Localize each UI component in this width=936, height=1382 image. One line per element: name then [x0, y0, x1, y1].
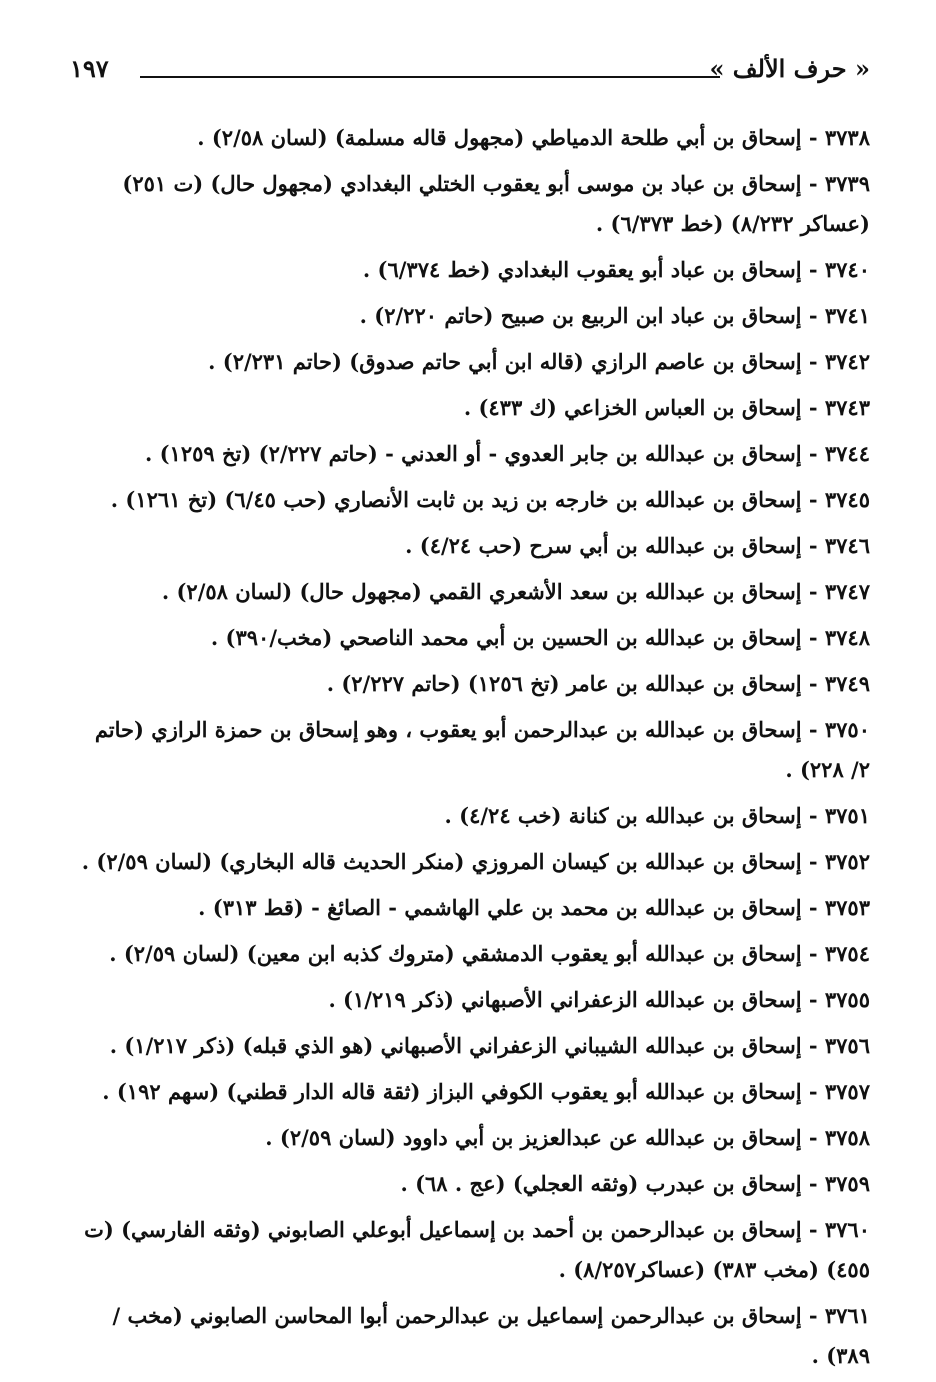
entry-dash: -: [801, 895, 825, 920]
entry-dash: -: [801, 1171, 825, 1196]
entry-item: [70, 842, 870, 882]
entry-dash: -: [801, 171, 825, 196]
entry-dash: -: [801, 125, 825, 150]
entry-item: [70, 710, 870, 790]
entry-text: إسحاق بن عبدالله الشيباني الزعفراني الأصبهاني (هو الذي قبله) (ذكر ١/٢١٧) .: [109, 1033, 802, 1058]
entry-text: إسحاق بن عباد ابن الربيع بن صبيح (حاتم ٢/٢٢٠) .: [359, 303, 802, 328]
entry-item: [70, 250, 870, 290]
entry-number: ٣٧٣٨: [824, 125, 870, 150]
entry-text: إسحاق بن عبدالله بن أبي سرح (حب ٤/٢٤) .: [405, 533, 802, 558]
entry-number: ٣٧٥٠: [824, 717, 870, 742]
entry-dash: -: [801, 1303, 825, 1328]
entry-item: [70, 796, 870, 836]
entry-item: [70, 296, 870, 336]
entry-number: ٣٧٤١: [824, 303, 870, 328]
entry-dash: -: [801, 625, 825, 650]
entry-item: [70, 664, 870, 704]
entry-number: ٣٧٤٦: [824, 533, 870, 558]
entry-dash: -: [801, 395, 825, 420]
entry-text: إسحاق بن عبدالله بن جابر العدوي - أو العدني - (حاتم ٢/٢٢٧) (تخ ١٢٥٩) .: [144, 441, 802, 466]
entry-item: [70, 118, 870, 158]
entry-number: ٣٧٤٢: [824, 349, 870, 374]
entry-number: ٣٧٤٤: [824, 441, 870, 466]
entry-text: إسحاق بن عبدالله أبو يعقوب الكوفي البزاز (ثقة قاله الدار قطني) (سهم ١٩٢) .: [102, 1079, 802, 1104]
entry-text: إسحاق بن عبدالرحمن إسماعيل بن عبدالرحمن أبوا المحاسن الصابوني (مخب /٣٨٩) .: [112, 1303, 870, 1368]
entry-dash: -: [801, 717, 825, 742]
entry-number: ٣٧٥٥: [824, 987, 870, 1012]
entry-text: إسحاق بن عباد بن موسى أبو يعقوب الختلي البغدادي (مجهول حال) (ت ٢٥١) (عساكر ٨/٢٣٢) (خط ٦/٣٧٣) .: [122, 171, 870, 236]
entry-text: إسحاق بن أبي طلحة الدمياطي (مجهول قاله مسلمة) (لسان ٢/٥٨) .: [197, 125, 802, 150]
entry-dash: -: [801, 533, 825, 558]
entry-dash: -: [801, 1079, 825, 1104]
entry-text: إسحاق بن عبدالله بن عبدالرحمن أبو يعقوب ، وهو إسحاق بن حمزة الرازي (حاتم ٢/ ٢٢٨) .: [94, 717, 870, 782]
entry-item: [70, 1072, 870, 1112]
entry-text: إسحاق بن عبدالله الزعفراني الأصبهاني (ذكر ١/٢١٩) .: [328, 987, 802, 1012]
entry-text: إسحاق بن عباد أبو يعقوب البغدادي (خط ٦/٣٧٤) .: [362, 257, 802, 282]
entry-number: ٣٧٤٥: [824, 487, 870, 512]
entry-item: [70, 1164, 870, 1204]
entry-dash: -: [801, 303, 825, 328]
entry-text: إسحاق بن عبدالرحمن بن أحمد بن إسماعيل أبوعلي الصابوني (وثقه الفارسي) (ت ٤٥٥) (مخب ٣٨٣) (عساكر٨/٢٥٧) .: [84, 1217, 870, 1282]
entry-number: ٣٧٤٧: [824, 579, 870, 604]
entry-number: ٣٧٥١: [824, 803, 870, 828]
entry-item: [70, 164, 870, 244]
entry-text: إسحاق بن عاصم الرازي (قاله ابن أبي حاتم صدوق) (حاتم ٢/٢٣١) .: [208, 349, 802, 374]
entry-number: ٣٧٥٤: [824, 941, 870, 966]
entry-dash: -: [801, 803, 825, 828]
entry-text: إسحاق بن عبدالله بن خارجه بن زيد بن ثابت الأنصاري (حب ٦/٤٥) (تخ ١٢٦١) .: [110, 487, 802, 512]
entry-item: [70, 572, 870, 612]
entry-number: ٣٧٦١: [824, 1303, 870, 1328]
entry-text: إسحاق بن عبدالله بن محمد بن علي الهاشمي - الصائغ - (قط ٣١٣) .: [198, 895, 802, 920]
entry-dash: -: [801, 1033, 825, 1058]
entry-dash: -: [801, 487, 825, 512]
entry-item: [70, 618, 870, 658]
entry-list: [70, 118, 870, 1382]
entry-dash: -: [801, 987, 825, 1012]
entry-number: ٣٧٥٨: [824, 1125, 870, 1150]
entry-number: ٣٧٣٩: [824, 171, 870, 196]
entry-item: [70, 980, 870, 1020]
entry-number: ٣٧٤٩: [824, 671, 870, 696]
entry-dash: -: [801, 441, 825, 466]
page-header: [70, 52, 870, 92]
entry-item: [70, 388, 870, 428]
entry-item: [70, 1026, 870, 1066]
entry-text: إسحاق بن عبدالله بن الحسين بن أبي محمد الناصحي (مخب/٣٩٠) .: [210, 625, 802, 650]
entry-item: [70, 480, 870, 520]
entry-text: إسحاق بن عبدالله بن سعد الأشعري القمي (مجهول حال) (لسان ٢/٥٨) .: [161, 579, 802, 604]
entry-item: [70, 934, 870, 974]
entry-number: ٣٧٤٣: [824, 395, 870, 420]
header-rule: [140, 76, 720, 78]
entry-number: ٣٧٤٠: [824, 257, 870, 282]
entry-item: [70, 1210, 870, 1290]
entry-text: إسحاق بن عبدالله عن عبدالعزيز بن أبي داوود (لسان ٢/٥٩) .: [265, 1125, 802, 1150]
entry-text: إسحاق بن العباس الخزاعي (ك ٤٣٣) .: [463, 395, 802, 420]
entry-dash: -: [801, 941, 825, 966]
entry-item: [70, 526, 870, 566]
entry-text: إسحاق بن عبدالله أبو يعقوب الدمشقي (متروك كذبه ابن معين) (لسان ٢/٥٩) .: [109, 941, 802, 966]
entry-item: [70, 342, 870, 382]
entry-text: إسحاق بن عبدرب (وثقه العجلي) (عج . ٦٨) .: [400, 1171, 802, 1196]
entry-number: ٣٧٥٣: [824, 895, 870, 920]
entry-text: إسحاق بن عبدالله بن عامر (تخ ١٢٥٦) (حاتم ٢/٢٢٧) .: [326, 671, 802, 696]
entry-text: إسحاق بن عبدالله بن كيسان المروزي (منكر الحديث قاله البخاري) (لسان ٢/٥٩) .: [81, 849, 802, 874]
entry-item: [70, 434, 870, 474]
entry-item: [70, 888, 870, 928]
entry-dash: -: [801, 1217, 825, 1242]
entry-number: ٣٧٤٨: [824, 625, 870, 650]
entry-dash: -: [801, 849, 825, 874]
entry-item: [70, 1118, 870, 1158]
entry-dash: -: [801, 671, 825, 696]
entry-number: ٣٧٥٩: [824, 1171, 870, 1196]
entry-number: ٣٧٥٦: [824, 1033, 870, 1058]
entry-number: ٣٧٥٢: [824, 849, 870, 874]
page-number: ١٩٧: [70, 54, 109, 83]
entry-dash: -: [801, 579, 825, 604]
entry-item: [70, 1296, 870, 1376]
entry-dash: -: [801, 1125, 825, 1150]
entry-text: إسحاق بن عبدالله بن كنانة (خب ٤/٢٤) .: [444, 803, 802, 828]
entry-number: ٣٧٥٧: [824, 1079, 870, 1104]
chapter-title: « حرف الألف »: [709, 54, 870, 83]
entry-dash: -: [801, 257, 825, 282]
entry-dash: -: [801, 349, 825, 374]
entry-number: ٣٧٦٠: [824, 1217, 870, 1242]
